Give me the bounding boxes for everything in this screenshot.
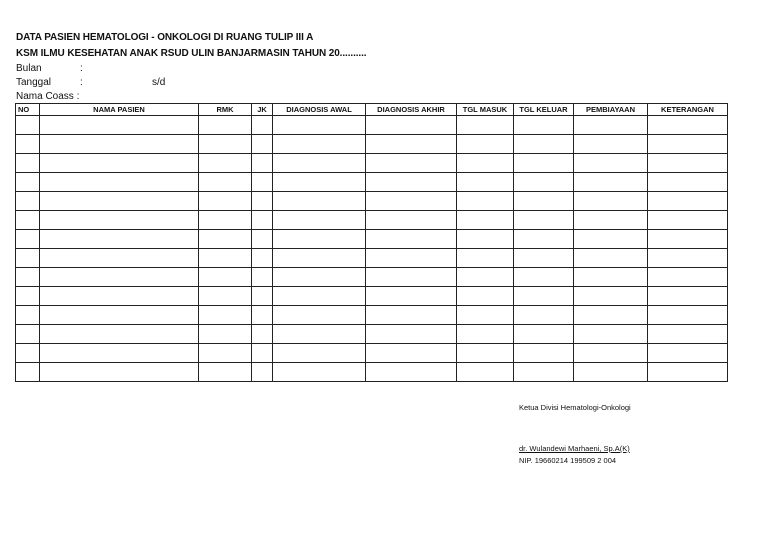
table-row: [16, 173, 728, 192]
table-cell[interactable]: [514, 363, 574, 382]
table-cell[interactable]: [273, 287, 366, 306]
column-header-keterangan: KETERANGAN: [648, 104, 728, 116]
table-cell[interactable]: [40, 306, 199, 325]
table-cell[interactable]: [514, 192, 574, 211]
coass-label: Nama Coass :: [16, 91, 80, 102]
patient-data-table: [15, 103, 728, 382]
table-cell[interactable]: [273, 306, 366, 325]
tanggal-sd: s/d: [152, 77, 166, 88]
table-cell[interactable]: [16, 268, 40, 287]
table-cell[interactable]: [648, 211, 728, 230]
table-cell[interactable]: [457, 135, 514, 154]
table-cell[interactable]: [514, 135, 574, 154]
column-header-tgl-keluar: TGL KELUAR: [514, 104, 574, 116]
table-cell[interactable]: [574, 363, 648, 382]
table-row: [16, 192, 728, 211]
table-cell[interactable]: [40, 325, 199, 344]
table-cell[interactable]: [199, 287, 252, 306]
table-cell[interactable]: [40, 363, 199, 382]
table-cell[interactable]: [273, 116, 366, 135]
table-cell[interactable]: [648, 116, 728, 135]
table-cell[interactable]: [366, 249, 457, 268]
table-cell[interactable]: [273, 363, 366, 382]
column-header-diagnosis-akhir: DIAGNOSIS AKHIR: [366, 104, 457, 116]
tanggal-field: [16, 76, 166, 90]
table-cell[interactable]: [252, 173, 273, 192]
table-cell[interactable]: [648, 135, 728, 154]
table-cell[interactable]: [366, 306, 457, 325]
table-header-row: [16, 104, 728, 116]
table-cell[interactable]: [16, 116, 40, 135]
table-row: [16, 116, 728, 135]
signature-name: dr. Wulandewi Marhaeni, Sp.A(K): [519, 444, 630, 453]
column-header-rmk: RMK: [199, 104, 252, 116]
table-cell[interactable]: [457, 344, 514, 363]
table-cell[interactable]: [457, 154, 514, 173]
table-cell[interactable]: [457, 173, 514, 192]
table-cell[interactable]: [273, 173, 366, 192]
table-cell[interactable]: [648, 230, 728, 249]
table-cell[interactable]: [457, 363, 514, 382]
table-cell[interactable]: [16, 192, 40, 211]
table-cell[interactable]: [574, 268, 648, 287]
table-cell[interactable]: [40, 249, 199, 268]
table-cell[interactable]: [252, 135, 273, 154]
table-cell[interactable]: [16, 249, 40, 268]
table-row: [16, 249, 728, 268]
table-cell[interactable]: [252, 287, 273, 306]
table-cell[interactable]: [514, 287, 574, 306]
table-cell[interactable]: [40, 344, 199, 363]
table-row: [16, 135, 728, 154]
table-cell[interactable]: [199, 363, 252, 382]
table-cell[interactable]: [648, 344, 728, 363]
table-cell[interactable]: [40, 287, 199, 306]
table-cell[interactable]: [366, 325, 457, 344]
table-cell[interactable]: [514, 173, 574, 192]
table-cell[interactable]: [199, 173, 252, 192]
table-cell[interactable]: [199, 325, 252, 344]
table-cell[interactable]: [648, 268, 728, 287]
table-cell[interactable]: [16, 325, 40, 344]
table-cell[interactable]: [366, 211, 457, 230]
table-cell[interactable]: [252, 306, 273, 325]
table-row: [16, 230, 728, 249]
table-cell[interactable]: [40, 268, 199, 287]
table-cell[interactable]: [648, 249, 728, 268]
table-cell[interactable]: [457, 249, 514, 268]
table-cell[interactable]: [457, 116, 514, 135]
table-cell[interactable]: [40, 116, 199, 135]
table-row: [16, 268, 728, 287]
form-meta-fields: [16, 62, 166, 104]
table-cell[interactable]: [514, 306, 574, 325]
table-cell[interactable]: [648, 363, 728, 382]
table-cell[interactable]: [514, 268, 574, 287]
table-cell[interactable]: [273, 249, 366, 268]
table-cell[interactable]: [366, 192, 457, 211]
table-cell[interactable]: [366, 173, 457, 192]
table-cell[interactable]: [457, 306, 514, 325]
table-cell[interactable]: [199, 306, 252, 325]
table-cell[interactable]: [273, 344, 366, 363]
table-cell[interactable]: [16, 287, 40, 306]
table-cell[interactable]: [252, 192, 273, 211]
table-cell[interactable]: [457, 192, 514, 211]
table-cell[interactable]: [252, 268, 273, 287]
table-cell[interactable]: [273, 230, 366, 249]
table-body: [16, 116, 728, 382]
table-cell[interactable]: [574, 306, 648, 325]
table-cell[interactable]: [514, 325, 574, 344]
table-cell[interactable]: [199, 192, 252, 211]
table-cell[interactable]: [648, 325, 728, 344]
table-cell[interactable]: [366, 116, 457, 135]
table-cell[interactable]: [648, 173, 728, 192]
table-cell[interactable]: [574, 211, 648, 230]
table-cell[interactable]: [199, 230, 252, 249]
table-cell[interactable]: [366, 344, 457, 363]
table-cell[interactable]: [366, 268, 457, 287]
table-row: [16, 211, 728, 230]
document-title-line-2: KSM ILMU KESEHATAN ANAK RSUD ULIN BANJARMASIN TAHUN 20..........: [16, 48, 367, 59]
document-header: [16, 30, 366, 62]
table-cell[interactable]: [366, 154, 457, 173]
bulan-colon: :: [80, 63, 83, 74]
table-cell[interactable]: [514, 211, 574, 230]
signature-role: Ketua Divisi Hematologi-Onkologi: [519, 403, 631, 412]
table-cell[interactable]: [252, 154, 273, 173]
table-cell[interactable]: [16, 344, 40, 363]
column-header-pembiayaan: PEMBIAYAAN: [574, 104, 648, 116]
table-cell[interactable]: [366, 230, 457, 249]
table-cell[interactable]: [199, 116, 252, 135]
document-title-line-1: DATA PASIEN HEMATOLOGI - ONKOLOGI DI RUANG TULIP III A: [16, 32, 314, 43]
table-cell[interactable]: [574, 192, 648, 211]
tanggal-label: Tanggal: [16, 77, 52, 88]
table-cell[interactable]: [514, 116, 574, 135]
table-row: [16, 306, 728, 325]
column-header-jk: JK: [252, 104, 273, 116]
table-cell[interactable]: [199, 249, 252, 268]
table-cell[interactable]: [40, 211, 199, 230]
table-cell[interactable]: [574, 249, 648, 268]
table-cell[interactable]: [273, 325, 366, 344]
table-cell[interactable]: [40, 135, 199, 154]
table-cell[interactable]: [16, 211, 40, 230]
table-cell[interactable]: [514, 230, 574, 249]
table-cell[interactable]: [16, 306, 40, 325]
table-cell[interactable]: [273, 154, 366, 173]
table-cell[interactable]: [252, 211, 273, 230]
table-cell[interactable]: [16, 230, 40, 249]
table-row: [16, 287, 728, 306]
table-cell[interactable]: [514, 154, 574, 173]
table-cell[interactable]: [514, 249, 574, 268]
table-cell[interactable]: [574, 344, 648, 363]
table-cell[interactable]: [574, 230, 648, 249]
bulan-field: [16, 62, 90, 76]
table-cell[interactable]: [366, 135, 457, 154]
table-cell[interactable]: [514, 344, 574, 363]
table-cell[interactable]: [366, 363, 457, 382]
table-cell[interactable]: [574, 135, 648, 154]
table-cell[interactable]: [40, 154, 199, 173]
table-cell[interactable]: [457, 287, 514, 306]
table-cell[interactable]: [252, 344, 273, 363]
table-cell[interactable]: [574, 287, 648, 306]
table-cell[interactable]: [40, 192, 199, 211]
table-cell[interactable]: [457, 230, 514, 249]
signature-nip: NIP. 19660214 199509 2 004: [519, 456, 617, 465]
table-cell[interactable]: [199, 268, 252, 287]
bulan-label: Bulan: [16, 63, 42, 74]
column-header-no: NO: [16, 104, 40, 116]
table-cell[interactable]: [273, 268, 366, 287]
table-cell[interactable]: [574, 325, 648, 344]
table-cell[interactable]: [648, 287, 728, 306]
table-row: [16, 363, 728, 382]
table-cell[interactable]: [199, 135, 252, 154]
table-cell[interactable]: [457, 211, 514, 230]
table-cell[interactable]: [366, 287, 457, 306]
table-cell[interactable]: [252, 325, 273, 344]
table-cell[interactable]: [574, 154, 648, 173]
table-row: [16, 344, 728, 363]
table-cell[interactable]: [648, 306, 728, 325]
table-cell[interactable]: [273, 211, 366, 230]
table-cell[interactable]: [16, 154, 40, 173]
table-cell[interactable]: [40, 230, 199, 249]
table-cell[interactable]: [16, 135, 40, 154]
table-cell[interactable]: [273, 135, 366, 154]
table-cell[interactable]: [252, 249, 273, 268]
table-row: [16, 154, 728, 173]
coass-field: [16, 90, 90, 104]
table-cell[interactable]: [199, 344, 252, 363]
column-header-nama-pasien: NAMA PASIEN: [40, 104, 199, 116]
column-header-tgl-masuk: TGL MASUK: [457, 104, 514, 116]
table-cell[interactable]: [574, 116, 648, 135]
table-cell[interactable]: [252, 363, 273, 382]
table-row: [16, 325, 728, 344]
table-cell[interactable]: [273, 192, 366, 211]
table-cell[interactable]: [252, 116, 273, 135]
table-cell[interactable]: [199, 211, 252, 230]
table-cell[interactable]: [648, 154, 728, 173]
table-cell[interactable]: [457, 268, 514, 287]
table-cell[interactable]: [40, 173, 199, 192]
table-cell[interactable]: [199, 154, 252, 173]
table-cell[interactable]: [648, 192, 728, 211]
table-cell[interactable]: [16, 363, 40, 382]
table-cell[interactable]: [16, 173, 40, 192]
table-cell[interactable]: [252, 230, 273, 249]
tanggal-colon: :: [80, 77, 83, 88]
table-cell[interactable]: [457, 325, 514, 344]
column-header-diagnosis-awal: DIAGNOSIS AWAL: [273, 104, 366, 116]
table-cell[interactable]: [574, 173, 648, 192]
